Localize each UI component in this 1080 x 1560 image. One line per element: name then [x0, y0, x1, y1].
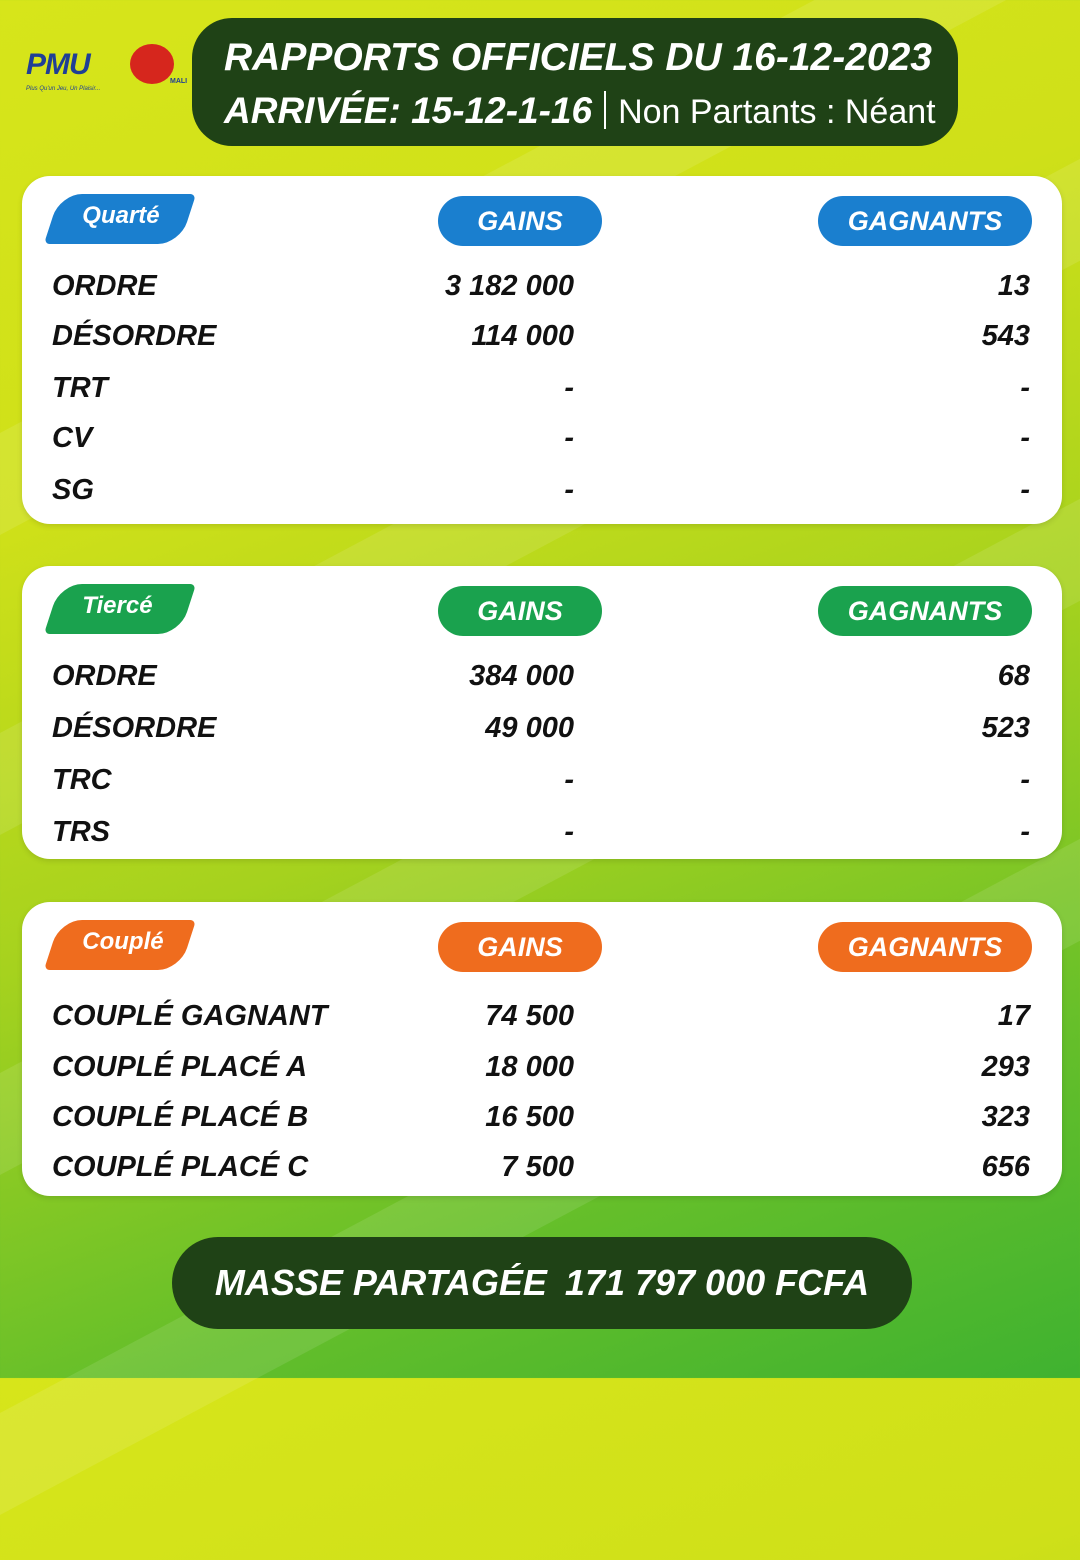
section-tag-tierce	[44, 584, 196, 634]
logo-brand: PMU	[26, 48, 90, 81]
row-gagnants: -	[1020, 816, 1030, 848]
table-row	[22, 758, 1062, 808]
row-gains: 7 500	[501, 1151, 574, 1183]
row-label: COUPLÉ PLACÉ B	[52, 1101, 309, 1133]
row-label: TRT	[52, 372, 108, 404]
table-row	[22, 1145, 1062, 1195]
row-gagnants: -	[1020, 474, 1030, 506]
row-gains: -	[564, 816, 574, 848]
row-label: COUPLÉ PLACÉ C	[52, 1151, 309, 1183]
table-row	[22, 810, 1062, 860]
row-gains: -	[564, 474, 574, 506]
row-gains: 74 500	[485, 1000, 574, 1032]
row-gagnants: 543	[981, 320, 1030, 352]
row-gains: 384 000	[469, 660, 574, 692]
table-row	[22, 366, 1062, 416]
row-gagnants: 17	[997, 1000, 1030, 1032]
row-label: DÉSORDRE	[52, 320, 217, 352]
row-gains: -	[564, 422, 574, 454]
row-label: TRS	[52, 816, 110, 848]
section-tag-quarte	[44, 194, 196, 244]
arrivee-text: ARRIVÉE: 15-12-1-16	[224, 90, 593, 131]
section-name: Tiercé	[82, 592, 153, 619]
tierce-card	[22, 566, 1062, 859]
gains-header: GAINS	[438, 196, 602, 246]
row-gagnants: 323	[981, 1101, 1030, 1133]
row-gains: -	[564, 764, 574, 796]
gagnants-header: GAGNANTS	[818, 922, 1032, 972]
table-row	[22, 654, 1062, 704]
row-gains: 3 182 000	[444, 270, 574, 302]
masse-partagee-amount: 171 797 000 FCFA	[564, 1262, 870, 1303]
gagnants-header: GAGNANTS	[818, 196, 1032, 246]
gagnants-header: GAGNANTS	[818, 586, 1032, 636]
pmu-mali-logo	[22, 40, 188, 100]
table-row	[22, 264, 1062, 314]
row-label: COUPLÉ GAGNANT	[52, 1000, 328, 1032]
table-row	[22, 468, 1062, 518]
masse-partagee-banner	[172, 1237, 912, 1329]
mali-map-icon	[130, 44, 174, 84]
row-label: CV	[52, 422, 93, 454]
table-row	[22, 706, 1062, 756]
row-gains: 16 500	[485, 1101, 574, 1133]
row-gagnants: 293	[981, 1051, 1030, 1083]
non-partants-text: Non Partants : Néant	[618, 93, 936, 131]
section-name: Couplé	[82, 928, 164, 955]
table-row	[22, 314, 1062, 364]
row-gagnants: 656	[981, 1151, 1030, 1183]
separator	[604, 91, 606, 129]
table-row	[22, 416, 1062, 466]
row-gains: 114 000	[471, 320, 574, 352]
row-gains: 18 000	[485, 1051, 574, 1083]
logo-country: MALI	[170, 78, 188, 85]
row-gagnants: 523	[981, 712, 1030, 744]
arrivee-line	[224, 90, 936, 132]
logo-tagline: Plus Qu'un Jeu, Un Plaisir...	[26, 86, 101, 92]
row-gagnants: 13	[997, 270, 1030, 302]
quarte-card	[22, 176, 1062, 524]
row-gagnants: 68	[997, 660, 1030, 692]
row-label: ORDRE	[52, 660, 157, 692]
row-label: ORDRE	[52, 270, 157, 302]
row-gagnants: -	[1020, 422, 1030, 454]
header-banner	[192, 18, 958, 146]
page-title: RAPPORTS OFFICIELS DU 16-12-2023	[224, 36, 932, 79]
couple-card	[22, 902, 1062, 1196]
table-row	[22, 1045, 1062, 1095]
row-gagnants: -	[1020, 372, 1030, 404]
gains-header: GAINS	[438, 586, 602, 636]
row-gagnants: -	[1020, 764, 1030, 796]
section-name: Quarté	[82, 202, 160, 229]
section-tag-couple	[44, 920, 196, 970]
masse-partagee-label: MASSE PARTAGÉE	[214, 1262, 547, 1303]
row-label: TRC	[52, 764, 112, 796]
row-label: DÉSORDRE	[52, 712, 217, 744]
gains-header: GAINS	[438, 922, 602, 972]
table-row	[22, 1095, 1062, 1145]
row-gains: -	[564, 372, 574, 404]
row-label: COUPLÉ PLACÉ A	[52, 1051, 308, 1083]
row-gains: 49 000	[485, 712, 574, 744]
row-label: SG	[52, 474, 94, 506]
table-row	[22, 994, 1062, 1044]
